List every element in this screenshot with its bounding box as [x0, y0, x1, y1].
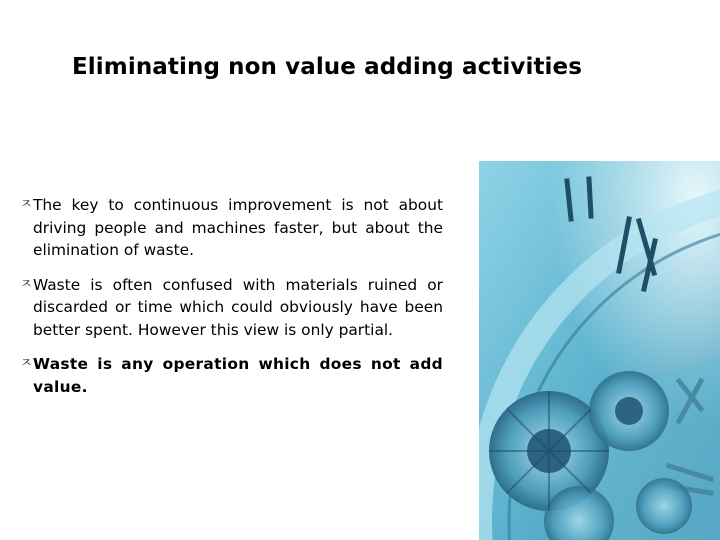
gear-icon [636, 478, 692, 534]
bullet-marker-icon: ㅈ [20, 276, 33, 292]
bullet-text: The key to continuous improvement is not about driving people and machines faster, but about the elimination of waste. [33, 196, 443, 259]
bullet-item [20, 353, 443, 398]
bullet-text: Waste is often confused with materials ruined or discarded or time which could obviously have been better spent. However this view is only partial. [33, 275, 443, 339]
bullet-marker-icon: ㅈ [20, 197, 33, 212]
gear-hub-icon [615, 397, 643, 425]
bullet-item [20, 194, 443, 262]
bullet-item [20, 274, 443, 342]
bullet-text: Waste is any operation which does not add value. [33, 355, 443, 396]
clock-illustration [479, 161, 720, 540]
bullet-marker-icon: ㅈ [20, 356, 33, 371]
bullet-list [20, 194, 443, 410]
slide-title: Eliminating non value adding activities [72, 54, 583, 80]
gear-spokes [489, 391, 609, 511]
